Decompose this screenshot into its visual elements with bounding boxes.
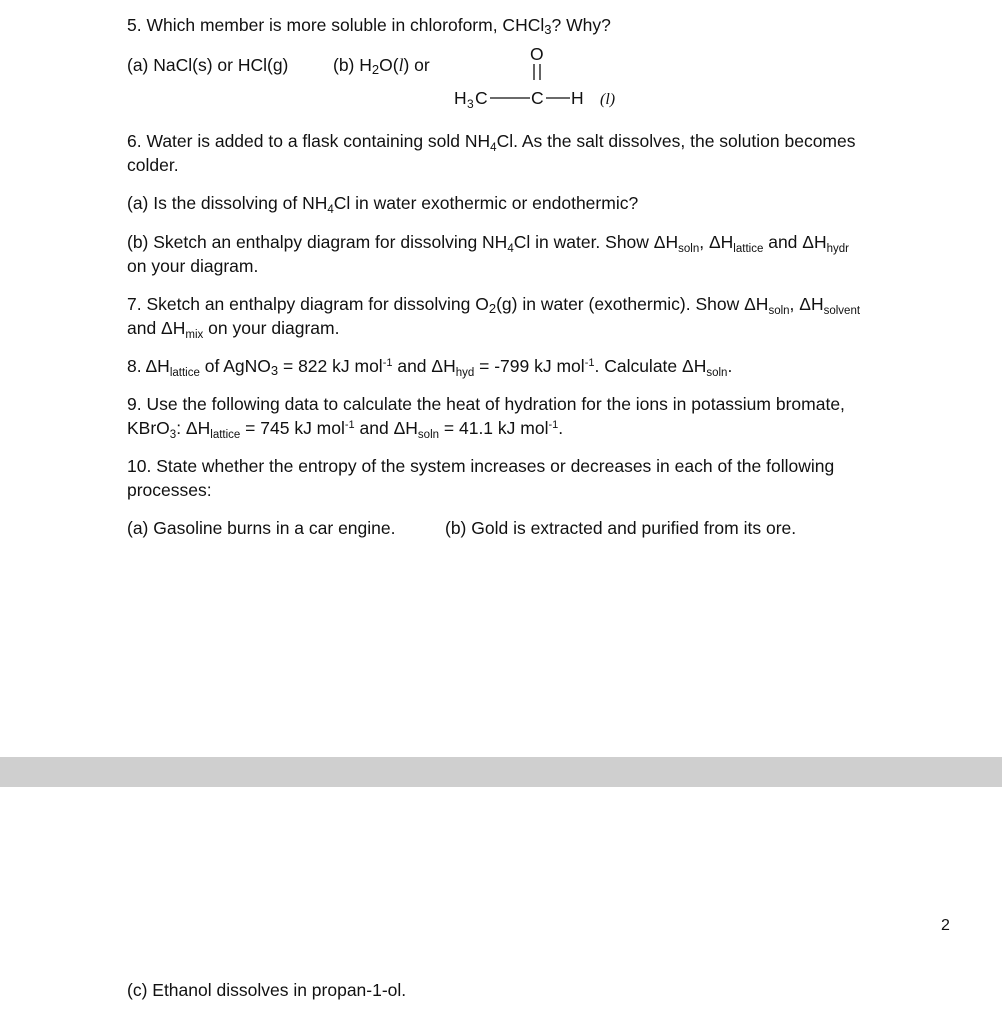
q6-part-b: (b) Sketch an enthalpy diagram for dissolving $NH_4Cl$ in water. Show $\Delta H_{soln}$, $\Delta H_{lattice}$ and $\Delta H_{hydr}$ (127, 232, 849, 255)
methyl-h: H (454, 88, 467, 108)
q5-question: 5. Which member is more soluble in chloroform, CHCl3? Why? (127, 15, 611, 37)
q8-question: 8. $\Delta H_{lattice}$ of AgNO3 = 822 kJ mol$^{-1}$ and $\Delta H_{hyd} = -799$ kJ mol$^{-1}$. Calculate $\Delta H_{soln}$. (127, 356, 733, 379)
q10-part-a: (a) Gasoline burns in a car engine. (127, 518, 396, 538)
q5-option-b: (b) H2O(l) or (333, 55, 430, 77)
q6-question: 6. Water is added to a flask containing sold $NH_4Cl$. As the salt dissolves, the solution becomes (127, 131, 856, 154)
page-break-band (0, 757, 1002, 787)
q9-question: 9. Use the following data to calculate the heat of hydration for the ions in potassium bromate, (127, 394, 845, 414)
q10-question-cont: processes: (127, 480, 212, 500)
q10-question: 10. State whether the entropy of the system increases or decreases in each of the following (127, 456, 835, 476)
oxygen-atom: O (530, 44, 544, 64)
acetaldehyde-structure (452, 42, 642, 112)
page-number: 2 (941, 917, 950, 934)
q10-part-c: (c) Ethanol dissolves in propan-1-ol. (127, 980, 407, 1000)
aldehyde-h: H (571, 88, 584, 108)
q7-question-cont: and $\Delta H_{mix}$ on your diagram. (127, 318, 340, 341)
q6-part-a: (a) Is the dissolving of $NH_4Cl$ in water exothermic or endothermic? (127, 193, 639, 216)
q7-question: 7. Sketch an enthalpy diagram for dissolving O2(g) in water (exothermic). Show $\Delta H_{soln}$, $\Delta H_{solvent}$ (127, 294, 861, 317)
carbonyl-c: C (531, 88, 544, 108)
q6-question-cont: colder. (127, 155, 179, 175)
liquid-phase: (l) (600, 91, 616, 108)
q9-data: KBrO$_3$: $\Delta H_{lattice} = 745$ kJ mol$^{-1}$ and $\Delta H_{soln} = 41.1$ kJ mol$^{-1}$. (127, 418, 564, 441)
q6-part-b-cont: on your diagram. (127, 256, 259, 276)
methyl-sub: 3 (467, 97, 474, 111)
q5-option-a: (a) NaCl(s) or HCl(g) (127, 55, 289, 75)
methyl-c: C (475, 88, 488, 108)
q10-part-b: (b) Gold is extracted and purified from its ore. (445, 518, 797, 538)
